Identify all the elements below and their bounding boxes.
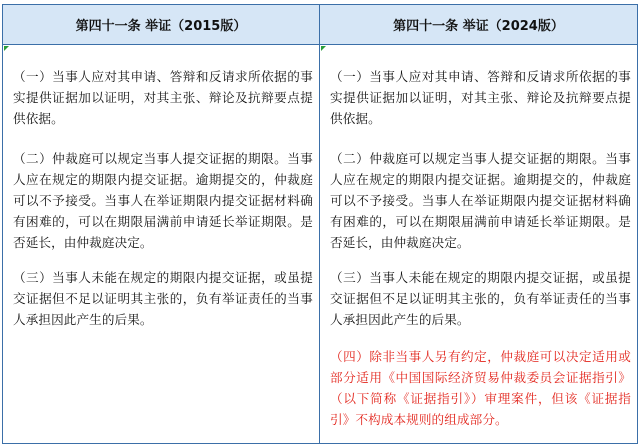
paragraph-2024-1: （一）当事人应对其申请、答辩和反请求所依据的事实提供证据加以证明，对其主张、辩论及抗辩要点提供依据。 [330,69,631,126]
cell-marker-icon [321,46,326,51]
column-2015 [3,45,320,443]
paragraph-2024-4-new: （四）除非当事人另有约定，仲裁庭可以决定适用或部分适用《中国国际经济贸易仲裁委员会证据指引》（以下简称《证据指引》）审理案件，但该《证据指引》不构成本规则的组成部分。 [330,349,631,427]
header-2015: 第四十一条 举证（2015版） [3,5,320,45]
paragraph-2015-1: （一）当事人应对其申请、答辩和反请求所依据的事实提供证据加以证明，对其主张、辩论及抗辩要点提供依据。 [13,69,313,126]
paragraph-2015-3: （三）当事人未能在规定的期限内提交证据，或虽提交证据但不足以证明其主张的，负有举证责任的当事人承担因此产生的后果。 [13,270,313,327]
paragraph-2024-3: （三）当事人未能在规定的期限内提交证据，或虽提交证据但不足以证明其主张的，负有举证责任的当事人承担因此产生的后果。 [330,270,631,327]
paragraph-2015-2: （二）仲裁庭可以规定当事人提交证据的期限。当事人应在规定的期限内提交证据。逾期提交的，仲裁庭可以不予接受。当事人在举证期限内提交证据材料确有困难的，可以在期限届满前申请延长举证期限。是否延长，由仲裁庭决定。 [13,151,313,250]
column-2024 [320,45,637,443]
header-2024: 第四十一条 举证（2024版） [320,5,637,45]
comparison-table [2,4,638,444]
paragraph-2024-2: （二）仲裁庭可以规定当事人提交证据的期限。当事人应在规定的期限内提交证据。逾期提交的，仲裁庭可以不予接受。当事人在举证期限内提交证据材料确有困难的，可以在期限届满前申请延长举证期限。是否延长，由仲裁庭决定。 [330,151,631,250]
cell-marker-icon [4,46,9,51]
